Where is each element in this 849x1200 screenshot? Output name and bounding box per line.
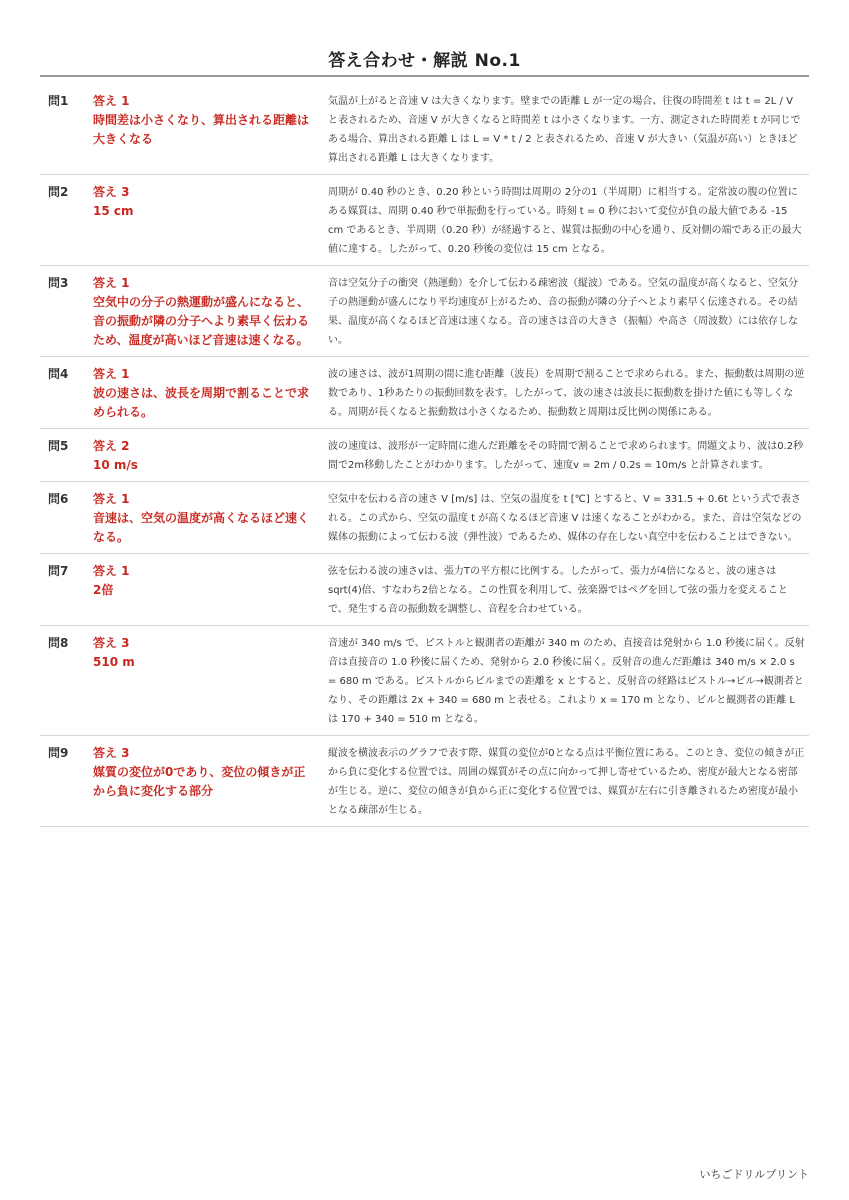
page-title: 答え合わせ・解説 No.1 [328,51,521,71]
explanation-text: 空気中を伝わる音の速さ V [m/s] は、空気の温度を t [℃] とすると、V = 331.5 + 0.6t という式で表される。この式から、空気の温度 t が高くなるほど音速 V は速くなることがわかる。また、音は空気などの媒体の振動によって伝わる波（弾性波）であるため、媒体の存在しない真空中を伝わることはできない。 [328,494,802,543]
answer-text: 音速は、空気の温度が高くなるほど速くなる。 [93,511,310,544]
answer-text: 媒質の変位が0であり、変位の傾きが正から負に変化する部分 [93,765,306,798]
answer-label: 答え 1 [93,492,130,506]
answer-row [40,357,809,429]
answer-label: 答え 2 [93,439,130,453]
explanation-text: 波の速さは、波が1周期の間に進む距離（波長）を周期で割ることで求められる。また、振動数は周期の逆数であり、1秒あたりの振動回数を表す。したがって、波の速さは波長に振動数を掛けた値にも等しくなる。周期が長くなると振動数は小さくなるため、振動数と周期は反比例の関係にある。 [328,369,805,418]
answer-row [40,175,809,266]
answer-text: 空気中の分子の熱運動が盛んになると、音の振動が隣の分子へより素早く伝わるため、温度が高いほど音速は速くなる。 [93,295,310,347]
answer-text: 15 cm [93,204,134,218]
answer-block [93,562,328,619]
answer-text: 波の速さは、波長を周期で割ることで求められる。 [93,386,310,419]
question-number: 問2 [48,185,69,199]
answer-row [40,554,809,626]
question-number: 問1 [48,94,69,108]
explanation-text: 音は空気分子の衝突（熱運動）を介して伝わる疎密波（縦波）である。空気の温度が高くなると、空気分子の熱運動が盛んになり平均速度が上がるため、音の振動が隣の分子へとより素早く伝達される。その結果、温度が高くなるほど音速は速くなる。音の速さは音の大きさ（振幅）や高さ（周波数）には依存しない。 [328,278,798,346]
answer-label: 答え 1 [93,276,130,290]
answer-row [40,429,809,482]
answer-block [93,490,328,547]
answer-label: 答え 1 [93,367,130,381]
question-number: 問6 [48,492,69,506]
answer-block [93,437,328,475]
answer-block [93,183,328,259]
question-number: 問4 [48,367,69,381]
answer-list [40,84,809,827]
answer-label: 答え 1 [93,564,130,578]
explanation-text: 周期が 0.40 秒のとき、0.20 秒という時間は周期の 2分の1（半周期）に相当する。定常波の腹の位置にある媒質は、周期 0.40 秒で単振動を行っている。時刻 t = 0 秒において変位が負の最大値である -15 cm であるとき、半周期（0.20 秒）が経過すると、媒質は振動の中心を通り、反対側の端である正の最大値に達する。したがって、0.20 秒後の変位は 15 cm となる。 [328,187,802,255]
explanation-text: 気温が上がると音速 V は大きくなります。壁までの距離 L が一定の場合、往復の時間差 t は t = 2L / V と表されるため、音速 V が大きくなると時間差 t は小さくなります。一方、測定された時間差 t が同じである場合、算出される距離 L は L = V * t / 2 と表されるため、音速 V が大きい（気温が高い）ときほど算出される距離 L は大きくなります。 [328,96,801,164]
explanation-text: 波の速度は、波形が一定時間に進んだ距離をその時間で割ることで求められます。問題文より、波は0.2秒間で2m移動したことがわかります。したがって、速度v = 2m / 0.2s = 10m/s と計算されます。 [328,441,804,471]
footer-brand: いちごドリルプリント [699,1168,809,1181]
explanation-text: 縦波を横波表示のグラフで表す際、媒質の変位が0となる点は平衡位置にある。このとき、変位の傾きが正から負に変化する位置では、周囲の媒質がその点に向かって押し寄せているため、密度が最大となる密部が生じる。逆に、変位の傾きが負から正に変化する位置では、媒質が左右に引き離されるため密度が最小となる疎部が生じる。 [328,748,805,816]
answer-block [93,634,328,729]
answer-text: 510 m [93,655,135,669]
answer-row [40,482,809,554]
question-number: 問5 [48,439,69,453]
answer-label: 答え 3 [93,636,130,650]
answer-block [93,744,328,820]
answer-row [40,84,809,175]
question-number: 問8 [48,636,69,650]
title-divider [40,75,809,77]
answer-text: 10 m/s [93,458,138,472]
question-number: 問3 [48,276,69,290]
answer-label: 答え 1 [93,94,130,108]
answer-block [93,92,328,168]
answer-label: 答え 3 [93,746,130,760]
question-number: 問7 [48,564,69,578]
answer-row [40,266,809,357]
answer-label: 答え 3 [93,185,130,199]
answer-block [93,365,328,422]
answer-text: 2倍 [93,583,114,597]
explanation-text: 音速が 340 m/s で、ピストルと観測者の距離が 340 m のため、直接音は発射から 1.0 秒後に届く。反射音は直接音の 1.0 秒後に届くため、発射から 2.0 秒後に届く。反射音の進んだ距離は 340 m/s × 2.0 s = 680 m である。ピストルからビルまでの距離を x とすると、反射音の経路はピストル→ビル→観測者となり、その距離は 2x + 340 = 680 m と表せる。これより x = 170 m となり、ビルと観測者の距離 L は 170 + 340 = 510 m となる。 [328,638,805,725]
answer-row [40,736,809,827]
answer-row [40,626,809,736]
answer-text: 時間差は小さくなり、算出される距離は大きくなる [93,113,310,146]
explanation-text: 弦を伝わる波の速さvは、張力Tの平方根に比例する。したがって、張力が4倍になると、波の速さはsqrt(4)倍、すなわち2倍となる。この性質を利用して、弦楽器ではペグを回して弦の張力を変えることで、発生する音の振動数を調整し、音程を合わせている。 [328,566,788,615]
answer-block [93,274,328,350]
question-number: 問9 [48,746,69,760]
